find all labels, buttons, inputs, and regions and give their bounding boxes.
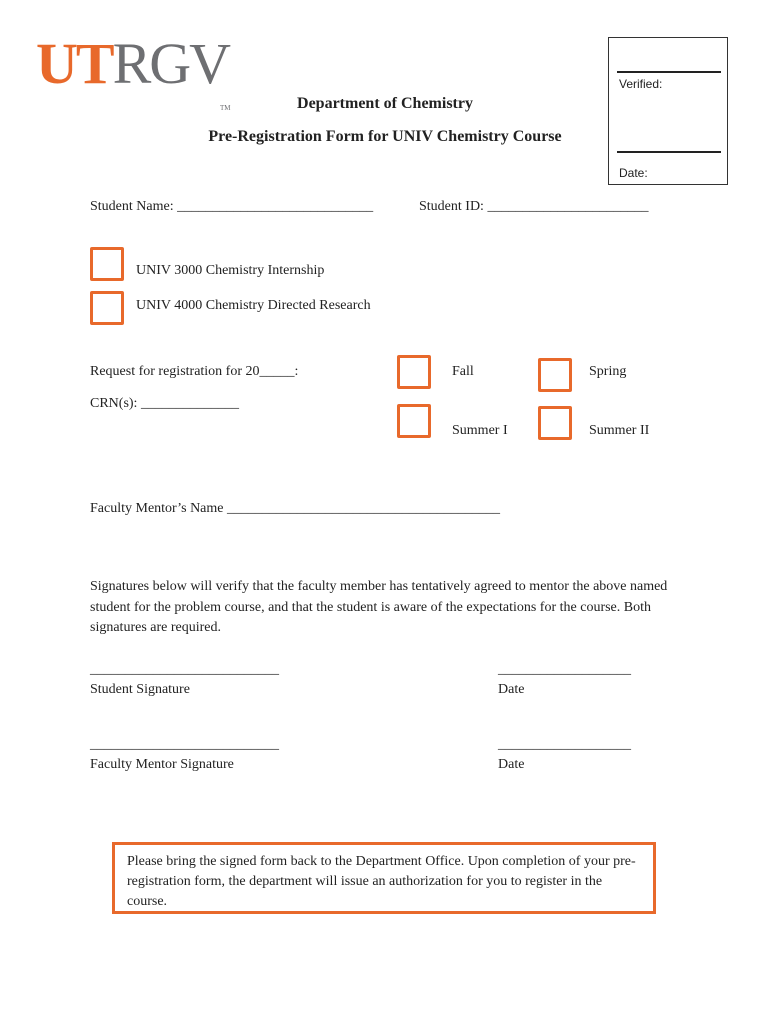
student-name-field[interactable]: Student Name: ____________________________ xyxy=(90,199,374,214)
registration-year-field[interactable]: Request for registration for 20_____: xyxy=(90,364,299,379)
verified-date-label: Date: xyxy=(619,166,648,180)
logo-ut-text: UT xyxy=(36,31,113,96)
univ-3000-checkbox[interactable] xyxy=(90,247,124,281)
summer-ii-label: Summer II xyxy=(589,423,650,438)
student-signature-line[interactable]: ___________________________ xyxy=(90,662,279,677)
univ-3000-label: UNIV 3000 Chemistry Internship xyxy=(136,263,325,278)
student-date-line[interactable]: ___________________ xyxy=(498,662,631,677)
logo-trademark: TM xyxy=(220,104,231,112)
verified-signature-line xyxy=(617,71,721,73)
crn-field[interactable]: CRN(s): ______________ xyxy=(90,396,239,411)
student-id-field[interactable]: Student ID: _______________________ xyxy=(419,199,649,214)
logo-rgv-text: RGV xyxy=(112,31,230,96)
return-form-notice: Please bring the signed form back to the Department Office. Upon completion of your pre-registration form, the department will issue an authorization for you to register in the course. xyxy=(112,842,656,914)
mentor-date-label: Date xyxy=(498,757,525,772)
summer-ii-checkbox[interactable] xyxy=(538,406,572,440)
summer-i-checkbox[interactable] xyxy=(397,404,431,438)
mentor-date-line[interactable]: ___________________ xyxy=(498,737,631,752)
univ-4000-checkbox[interactable] xyxy=(90,291,124,325)
summer-i-label: Summer I xyxy=(452,423,508,438)
fall-label: Fall xyxy=(452,364,474,379)
signature-instructions: Signatures below will verify that the faculty member has tentatively agreed to mentor the above named student for the problem course, and that the student is aware of the expectations for the course. Both signatures are required. xyxy=(90,579,668,635)
faculty-mentor-name-field[interactable]: Faculty Mentor’s Name _______________________________________ xyxy=(90,501,500,516)
form-title: Pre-Registration Form for UNIV Chemistry Course xyxy=(208,128,562,145)
verified-label: Verified: xyxy=(619,77,663,91)
department-title: Department of Chemistry xyxy=(297,95,473,112)
utrgv-logo xyxy=(36,31,236,112)
fall-checkbox[interactable] xyxy=(397,355,431,389)
verified-date-line xyxy=(617,151,721,153)
mentor-signature-label: Faculty Mentor Signature xyxy=(90,757,234,772)
student-signature-label: Student Signature xyxy=(90,682,190,697)
univ-4000-label: UNIV 4000 Chemistry Directed Research xyxy=(136,298,371,313)
spring-checkbox[interactable] xyxy=(538,358,572,392)
spring-label: Spring xyxy=(589,364,627,379)
student-date-label: Date xyxy=(498,682,525,697)
mentor-signature-line[interactable]: ___________________________ xyxy=(90,737,279,752)
